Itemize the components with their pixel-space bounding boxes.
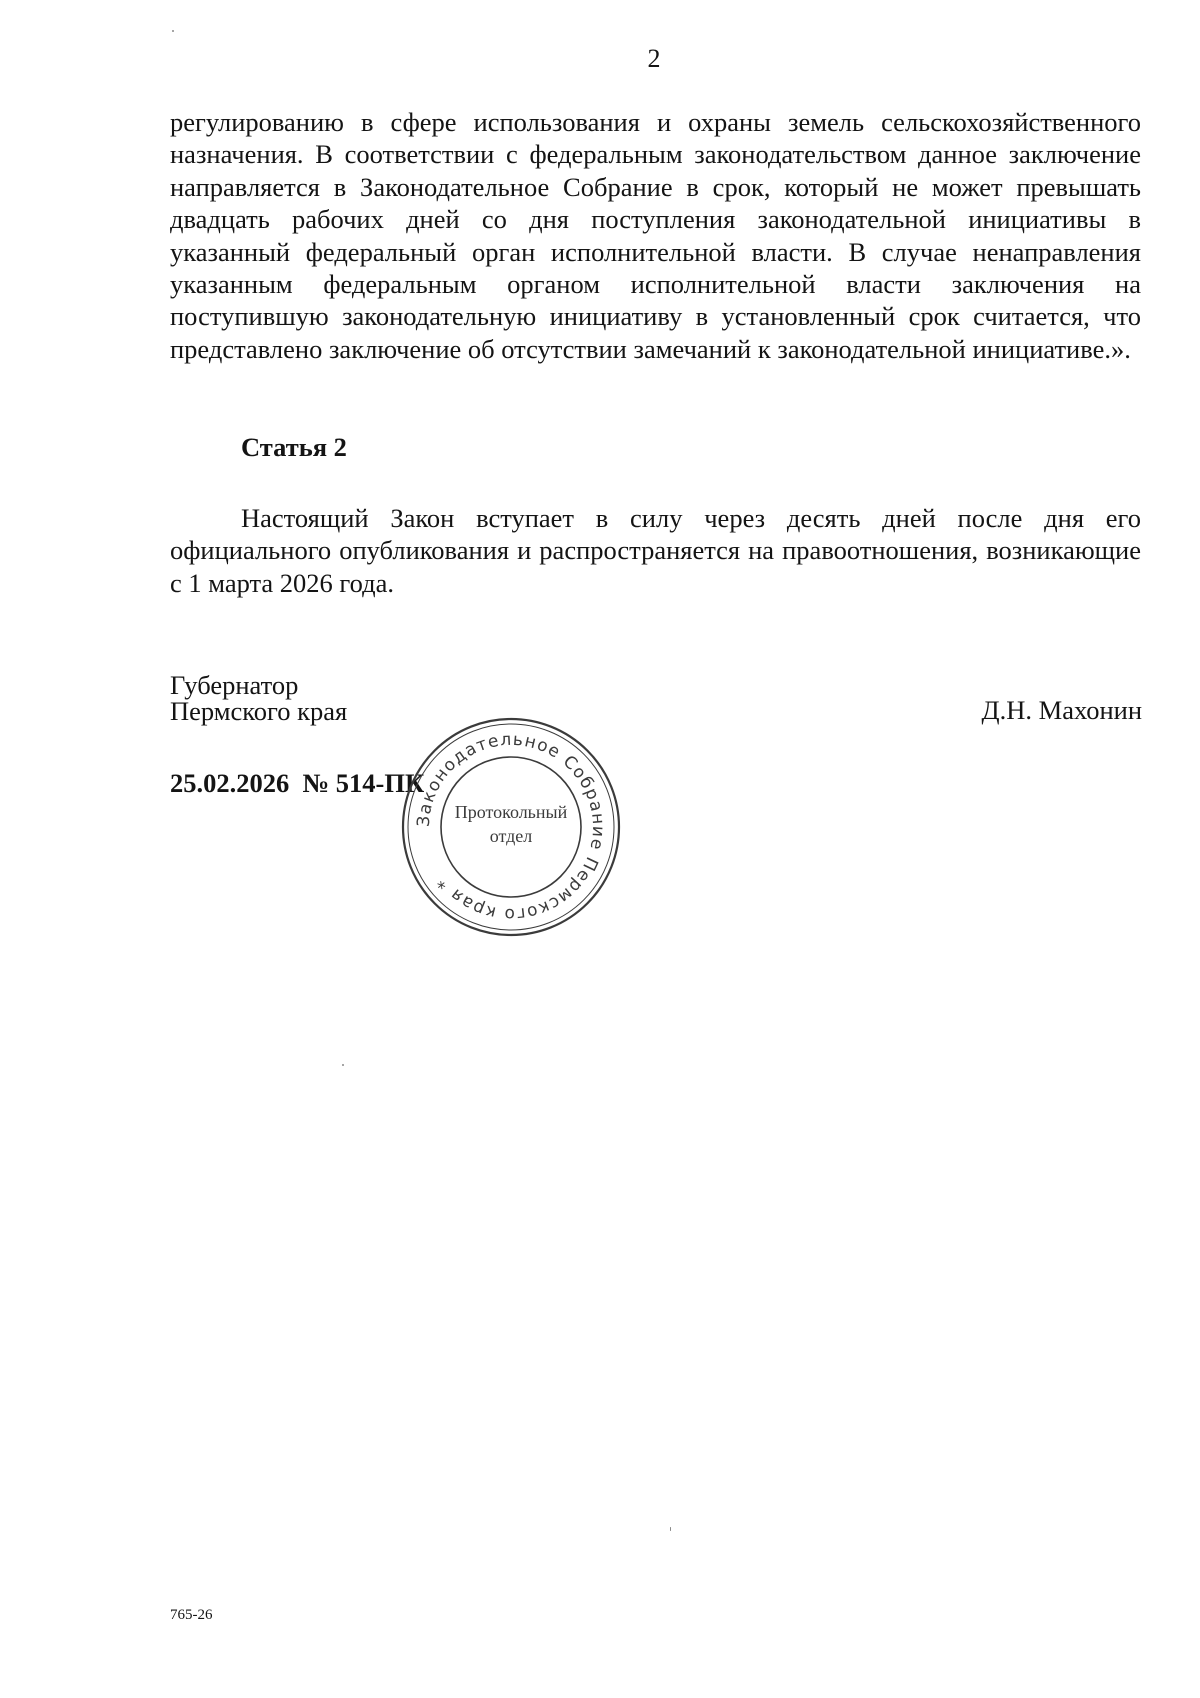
scan-speck [670, 1527, 671, 1531]
signatory-title [170, 672, 347, 724]
page-number: 2 [647, 44, 661, 73]
law-date-number: 25.02.2026 № 514-ПК [170, 768, 425, 798]
scan-speck [342, 1064, 344, 1066]
stamp-ring-text: Законодательное Собрание Пермского края * [413, 729, 609, 925]
stamp-center-line-1: Протокольный [454, 802, 568, 822]
official-stamp [398, 714, 624, 940]
article-heading: Статья 2 [241, 432, 347, 462]
article-2-paragraph: Настоящий Закон вступает в силу через десять дней после дня его официального опубликования и распространяется на правоотношения, возникающие с 1 марта 2026 года. [170, 503, 1141, 598]
stamp-center-line-2: отдел [489, 826, 533, 846]
signatory-name: Д.Н. Махонин [981, 695, 1142, 725]
scan-speck [172, 30, 174, 32]
signatory-title-line-1: Губернатор [170, 670, 299, 700]
signatory-title-line-2: Пермского края [170, 696, 348, 726]
paragraph-continuation: регулированию в сфере использования и охраны земель сельскохозяйственного назначения. В соответствии с федеральным законодательством данное заключение направляется в Законодательное Собрание в срок, который не может превышать двадцать рабочих дней со дня поступления законодательной инициативы в указанный федеральный орган исполнительной власти. В случае ненаправления указанным федеральным органом исполнительной власти заключения на поступившую законодательную инициативу в установленный срок считается, что представлено заключение об отсутствии замечаний к законодательной инициативе.». [170, 107, 1141, 364]
document-code: 765-26 [170, 1607, 213, 1623]
